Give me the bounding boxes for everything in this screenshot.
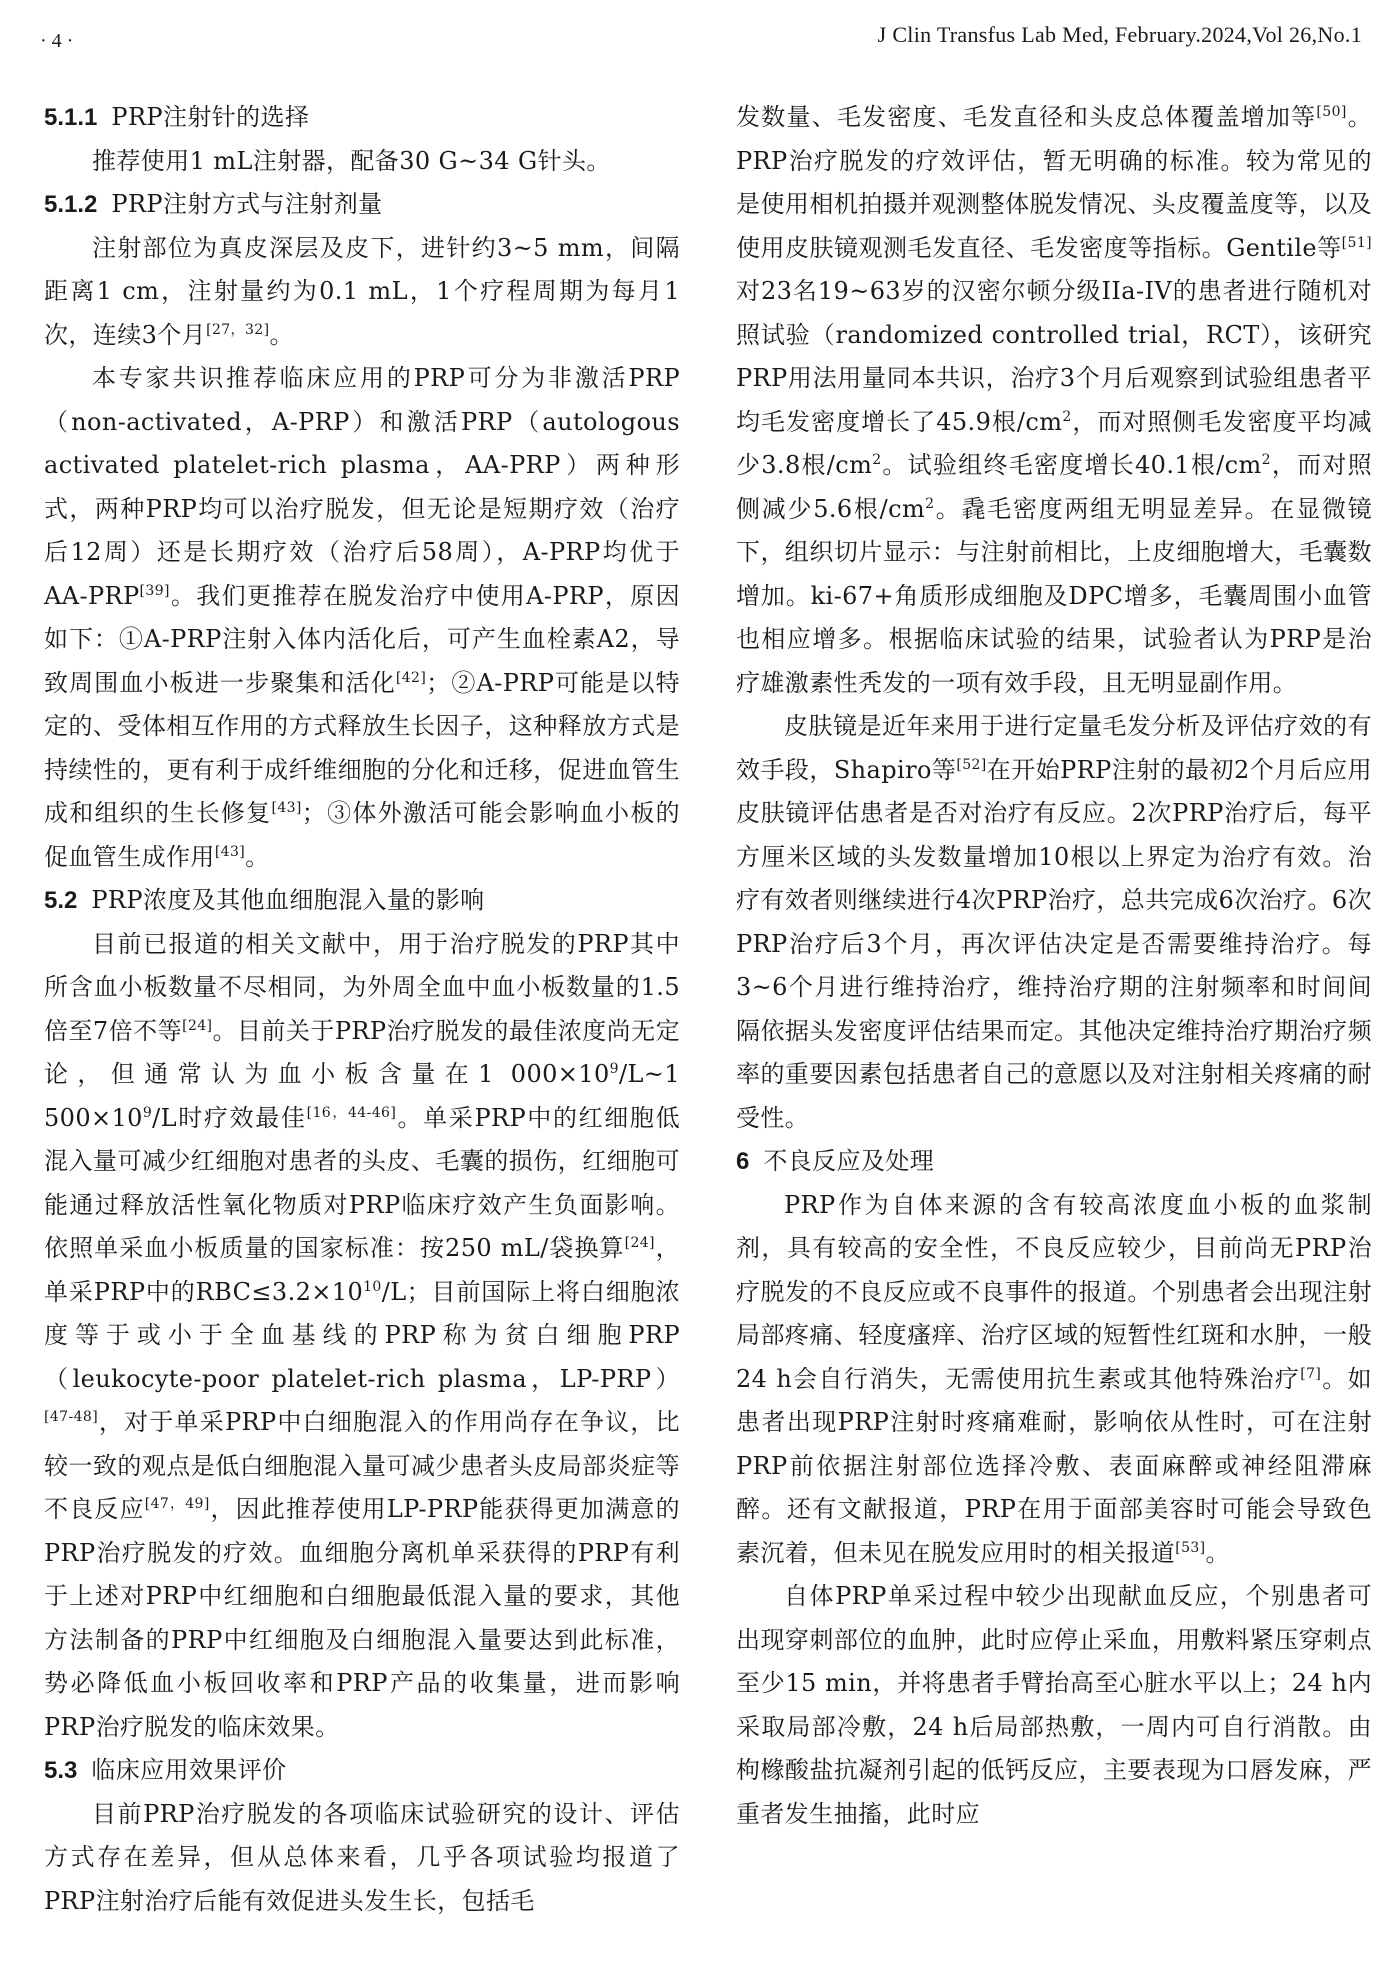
superscript: 2	[1261, 452, 1271, 468]
citation-ref: [52]	[956, 756, 987, 773]
paragraph: 注射部位为真皮深层及皮下，进针约3~5 mm，间隔距离1 cm，注射量约为0.1 mL，1个疗程周期为每月1次，连续3个月[27，32]。	[44, 233, 680, 349]
citation-ref: [53]	[1175, 1539, 1206, 1556]
citation-ref: [24]	[182, 1017, 213, 1034]
citation-ref: [51]	[1341, 234, 1372, 251]
citation-ref: [47，49]	[144, 1496, 210, 1512]
section-heading-5-3: 5.3 临床应用效果评价	[44, 1756, 287, 1784]
citation-ref: [24]	[624, 1235, 655, 1251]
paragraph: 自体PRP单采过程中较少出现献血反应，个别患者可出现穿刺部位的血肿，此时应停止采血，用敷料紧压穿刺点至少15 min，并将患者手臂抬高至心脏水平以上；24 h内采取局部冷敷，24 h后局部热敷，一周内可自行消散。由枸橼酸盐抗凝剂引起的低钙反应，主要表现为口唇发麻，严重者发生抽搐，此时应	[736, 1582, 1372, 1828]
paragraph: 目前PRP治疗脱发的各项临床试验研究的设计、评估方式存在差异，但从总体来看，几乎各项试验均报道了PRP注射治疗后能有效促进头发生长，包括毛	[44, 1799, 680, 1915]
right-column	[736, 96, 1372, 1836]
citation-ref: [7]	[1300, 1365, 1322, 1382]
page-number: · 4 ·	[40, 30, 74, 52]
citation-ref: [16，44-46]	[306, 1104, 397, 1121]
section-heading-5-2: 5.2 PRP浓度及其他血细胞混入量的影响	[44, 886, 485, 914]
paragraph: PRP作为自体来源的含有较高浓度血小板的血浆制剂，具有较高的安全性，不良反应较少，目前尚无PRP治疗脱发的不良反应或不良事件的报道。个别患者会出现注射局部疼痛、轻度瘙痒、治疗区域的短暂性红斑和水肿，一般24 h会自行消失，无需使用抗生素或其他特殊治疗[7]。如患者出现PRP注射时疼痛难耐，影响依从性时，可在注射PRP前依据注射部位选择冷敷、表面麻醉或神经阻滞麻醉。还有文献报道，PRP在用于面部美容时可能会导致色素沉着，但未见在脱发应用时的相关报道[53]。	[736, 1190, 1372, 1567]
superscript: 2	[872, 452, 882, 468]
section-heading-5-1-2: 5.1.2 PRP注射方式与注射剂量	[44, 190, 383, 218]
superscript: 10	[363, 1278, 382, 1295]
section-heading-6: 6 不良反应及处理	[736, 1147, 935, 1175]
paragraph: 本专家共识推荐临床应用的PRP可分为非激活PRP（non-activated，A-PRP）和激活PRP（autologous activated platelet-rich plasma，AA-PRP）两种形式，两种PRP均可以治疗脱发，但无论是短期疗效（治疗后12周）还是长期疗效（治疗后58周），A-PRP均优于AA-PRP[39]。我们更推荐在脱发治疗中使用A-PRP，原因如下：①A-PRP注射入体内活化后，可产生血栓素A2，导致周围血小板进一步聚集和活化[42]；②A-PRP可能是以特定的、受体相互作用的方式释放生长因子，这种释放方式是持续性的，更有利于成纤维细胞的分化和迁移，促进血管生成和组织的生长修复[43]；③体外激活可能会影响血小板的促血管生成作用[43]。	[44, 364, 680, 871]
citation-ref: [43]	[214, 843, 246, 860]
superscript: 2	[1062, 408, 1072, 425]
journal-citation: J Clin Transfus Lab Med, February.2024,Vol 26,No.1	[877, 22, 1362, 47]
paragraph: 目前已报道的相关文献中，用于治疗脱发的PRP其中所含血小板数量不尽相同，为外周全血中血小板数量的1.5倍至7倍不等[24]。目前关于PRP治疗脱发的最佳浓度尚无定论，但通常认为血小板含量在1 $000\times 10^9/L\sim 1$ $500\times 10^9/L$时疗效最佳[16，44-46]。单采PRP中的红细胞低混入量可减少红细胞对患者的头皮、毛囊的损伤，红细胞可能通过释放活性氧化物质对PRP临床疗效产生负面影响。依照单采血小板质量的国家标准：按250 mL/袋换算[24]，单采PRP中的$RBC\le 3.2\times 10^{10}/L$；目前国际上将白细胞浓度等于或小于全血基线的PRP称为贫白细胞PRP（leukocyte-poor platelet-rich plasma，LP-PRP）[47-48]，对于单采PRP中白细胞混入的作用尚存在争议，比较一致的观点是低白细胞混入量可减少患者头皮局部炎症等不良反应[47，49]，因此推荐使用LP-PRP能获得更加满意的PRP治疗脱发的疗效。血细胞分离机单采获得的PRP有利于上述对PRP中红细胞和白细胞最低混入量的要求，其他方法制备的PRP中红细胞及白细胞混入量要达到此标准，势必降低血小板回收率和PRP产品的收集量，进而影响PRP治疗脱发的临床效果。	[44, 929, 680, 1741]
citation-ref: [50]	[1316, 104, 1347, 120]
superscript: 9	[142, 1104, 153, 1121]
citation-ref: [43]	[271, 800, 302, 816]
paragraph: 皮肤镜是近年来用于进行定量毛发分析及评估疗效的有效手段，Shapiro等[52]在开始PRP注射的最初2个月后应用皮肤镜评估患者是否对治疗有反应。2次PRP治疗后，每平方厘米区域的头发数量增加10根以上界定为治疗有效。治疗有效者则继续进行4次PRP治疗，总共完成6次治疗。6次PRP治疗后3个月，再次评估决定是否需要维持治疗。每3~6个月进行维持治疗，维持治疗期的注射频率和时间间隔依据头发密度评估结果而定。其他决定维持治疗期治疗频率的重要因素包括患者自己的意愿以及对注射相关疼痛的耐受性。	[736, 712, 1373, 1132]
left-column	[44, 96, 680, 1923]
paragraph: 推荐使用1 mL注射器，配备30 G~34 G针头。	[92, 146, 611, 175]
citation-ref: [27，32]	[206, 321, 270, 338]
superscript: 2	[925, 495, 935, 512]
paragraph: 发数量、毛发密度、毛发直径和头皮总体覆盖增加等[50]。PRP治疗脱发的疗效评估，暂无明确的标准。较为常见的是使用相机拍摄并观测整体脱发情况、头皮覆盖度等，以及使用皮肤镜观测毛发直径、毛发密度等指标。Gentile等[51]对23名19~63岁的汉密尔顿分级IIa-IV的患者进行随机对照试验（randomized controlled trial，RCT），该研究PRP用法用量同本共识，治疗3个月后观察到试验组患者平均毛发密度增长了45.9根$/cm^2$，而对照侧毛发密度平均减少3.8根$/cm^2$。试验组终毛密度增长40.1根$/cm^2$，而对照侧减少5.6根$/cm^2$。毳毛密度两组无明显差异。在显微镜下，组织切片显示：与注射前相比，上皮细胞增大，毛囊数增加。ki-67+角质形成细胞及DPC增多，毛囊周围小血管也相应增多。根据临床试验的结果，试验者认为PRP是治疗雄激素性秃发的一项有效手段，且无明显副作用。	[736, 103, 1373, 697]
section-heading-5-1-1: 5.1.1 PRP注射针的选择	[44, 103, 310, 131]
citation-ref: [42]	[395, 669, 427, 686]
superscript: 9	[609, 1061, 619, 1077]
running-header	[40, 22, 1362, 52]
citation-ref: [47-48]	[44, 1409, 99, 1425]
citation-ref: [39]	[139, 582, 170, 599]
